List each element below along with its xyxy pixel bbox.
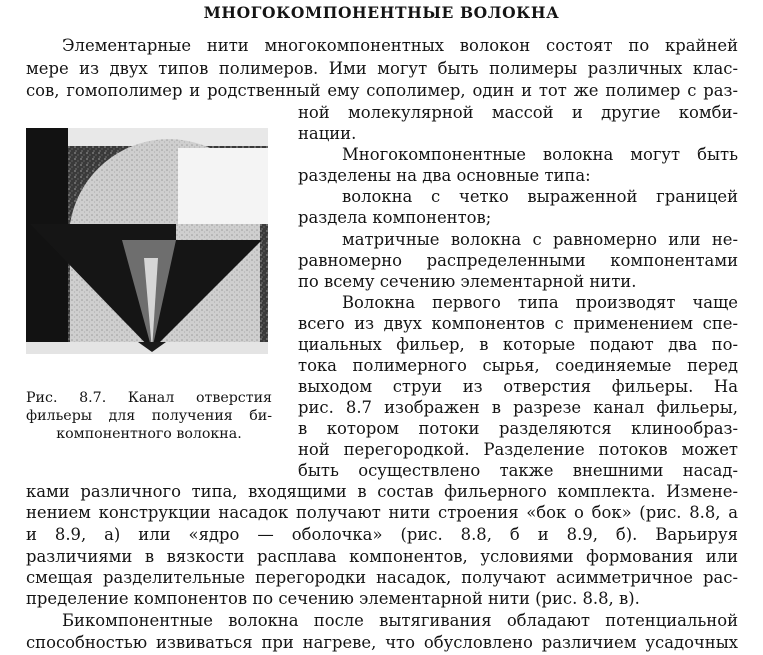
partition-top-block bbox=[178, 148, 268, 224]
figure-caption-line-3: компонентного волокна. bbox=[56, 426, 242, 442]
text-line-13: Волокна первого типа производят чаще bbox=[342, 293, 738, 312]
text-line-15: циальных фильер, в которые подают два по- bbox=[298, 335, 738, 354]
text-line-8: волокна с четко выраженной границей bbox=[342, 187, 738, 206]
text-line-27: пределение компонентов по сечению элементарной нити (рис. 8.8, в). bbox=[26, 589, 640, 608]
text-line-10: матричные волокна с равномерно или не- bbox=[342, 230, 738, 249]
text-line-5: нации. bbox=[298, 124, 357, 143]
text-line-16: тока полимерного сырья, соединяемые перед bbox=[298, 356, 738, 375]
text-line-26: смещая разделительные перегородки насадок, получают асимметричное рас- bbox=[26, 568, 738, 587]
text-line-11: равномерно распределенными компонентами bbox=[298, 251, 738, 270]
text-line-19: в котором потоки разделяются клинообраз- bbox=[298, 419, 738, 438]
text-line-21: быть осуществлено также внешними насад- bbox=[298, 461, 738, 480]
text-line-25: различиями в вязкости расплава компонентов, условиями формования или bbox=[26, 547, 738, 566]
text-line-2: мере из двух типов полимеров. Ими могут быть полимеры различных клас- bbox=[26, 59, 738, 78]
text-line-12: по всему сечению элементарной нити. bbox=[298, 272, 637, 291]
figure-caption-line-2: фильеры для получения би- bbox=[26, 408, 272, 424]
figure-caption-line-1: Рис. 8.7. Канал отверстия bbox=[26, 390, 272, 406]
spinneret-channel-figure bbox=[26, 128, 268, 354]
text-line-6: Многокомпонентные волокна могут быть bbox=[342, 145, 738, 164]
text-line-7: разделены на два основные типа: bbox=[298, 166, 591, 185]
text-line-3: сов, гомополимер и родственный ему сополимер, один и тот же полимер с раз- bbox=[26, 81, 738, 100]
text-line-29: способностью извиваться при нагреве, что обусловлено различием усадочных bbox=[26, 633, 738, 652]
text-line-18: рис. 8.7 изображен в разрезе канал фильеры, bbox=[298, 398, 738, 417]
text-line-24: и 8.9, а) или «ядро — оболочка» (рис. 8.8, б и 8.9, б). Варьируя bbox=[26, 525, 738, 544]
text-line-9: раздела компонентов; bbox=[298, 208, 492, 227]
spinneret-channel-illustration bbox=[26, 128, 268, 354]
text-line-28: Бикомпонентные волокна после вытягивания обладают потенциальной bbox=[62, 611, 738, 630]
section-heading: МНОГОКОМПОНЕНТНЫЕ ВОЛОКНА bbox=[203, 3, 560, 22]
text-line-17: выходом струи из отверстия фильеры. На bbox=[298, 377, 738, 396]
text-line-22: ками различного типа, входящими в состав фильерного комплекта. Измене- bbox=[26, 482, 738, 501]
text-line-23: нением конструкции насадок получают нити строения «бок о бок» (рис. 8.8, а bbox=[26, 503, 738, 522]
text-line-14: всего из двух компонентов с применением спе- bbox=[298, 314, 738, 333]
text-line-1: Элементарные нити многокомпонентных волокон состоят по крайней bbox=[62, 36, 738, 55]
text-line-20: ной перегородкой. Разделение потоков может bbox=[298, 440, 738, 459]
text-line-4: ной молекулярной массой и другие комби- bbox=[298, 103, 738, 122]
